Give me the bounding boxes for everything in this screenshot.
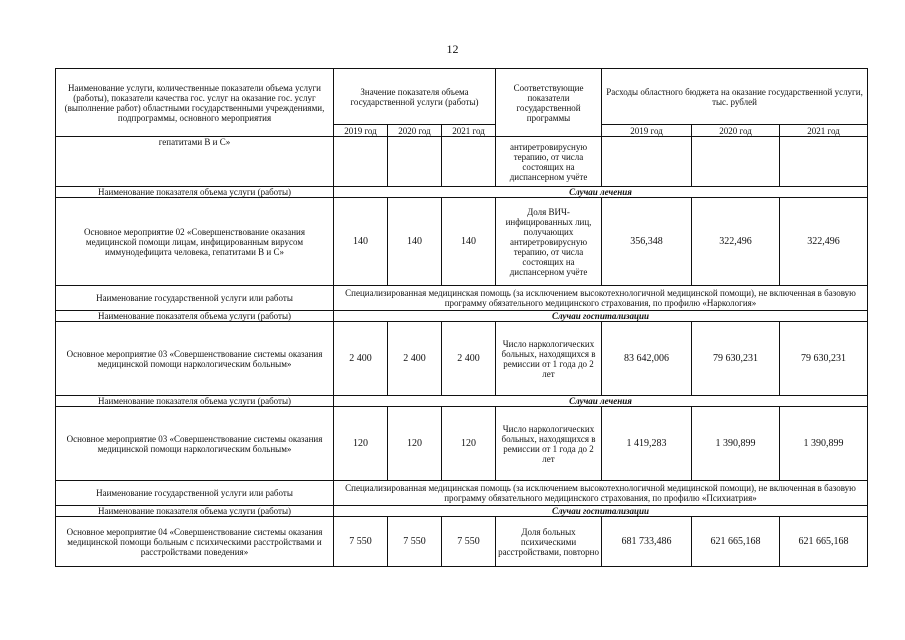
year-2019-expenses: 2019 год bbox=[602, 125, 692, 137]
indicator-text: антиретровирусную терапию, от числа состоящих на диспансерном учёте bbox=[496, 137, 602, 187]
volume-indicator-label: Наименование показателя объема услуги (работы) bbox=[56, 506, 334, 517]
volume-2021: 120 bbox=[442, 407, 496, 481]
event-name: Основное мероприятие 03 «Совершенствование системы оказания медицинской помощи наркологическим больным» bbox=[56, 407, 334, 481]
table-row bbox=[56, 517, 868, 567]
volume-2021: 140 bbox=[442, 198, 496, 286]
expense-2019: 681 733,486 bbox=[602, 517, 692, 567]
header-indicators: Соответствующие показатели государственной программы bbox=[496, 69, 602, 137]
header-volume: Значение показателя объема государственной услуги (работы) bbox=[334, 69, 496, 125]
event-name: Основное мероприятие 04 «Совершенствование системы оказания медицинской помощи больным с психическими расстройствами и расстройствами поведения» bbox=[56, 517, 334, 567]
service-name-value: Специализированная медицинская помощь (за исключением высокотехнологичной медицинской помощи), не включенная в базовую программу обязательного медицинского страхования, по профилю «Наркология» bbox=[334, 286, 868, 311]
volume-indicator-value: Случаи лечения bbox=[334, 187, 868, 198]
year-2021-volume: 2021 год bbox=[442, 125, 496, 137]
header-service-name: Наименование услуги, количественные показатели объема услуги (работы), показатели качества гос. услуг на оказание гос. услуг (выполнение работ) областными государственными учреждениями, подпрограммы, основного мероприятия bbox=[56, 69, 334, 137]
volume-indicator-label: Наименование показателя объема услуги (работы) bbox=[56, 311, 334, 322]
page-number: 12 bbox=[446, 42, 459, 56]
expense-2020: 621 665,168 bbox=[692, 517, 780, 567]
table-row bbox=[56, 137, 868, 187]
expense-2020: 322,496 bbox=[692, 198, 780, 286]
table-row bbox=[56, 322, 868, 396]
header-expenses: Расходы областного бюджета на оказание государственной услуги, тыс. рублей bbox=[602, 69, 868, 125]
expense-2019: 1 419,283 bbox=[602, 407, 692, 481]
expense-2020 bbox=[692, 137, 780, 187]
indicator-text: Доля больных психическими расстройствами, повторно bbox=[496, 517, 602, 567]
table-row bbox=[56, 187, 868, 198]
volume-2020: 2 400 bbox=[388, 322, 442, 396]
volume-2019: 120 bbox=[334, 407, 388, 481]
service-name-label: Наименование государственной услуги или работы bbox=[56, 286, 334, 311]
volume-2020 bbox=[388, 137, 442, 187]
volume-indicator-value: Случаи лечения bbox=[334, 396, 868, 407]
volume-2019: 2 400 bbox=[334, 322, 388, 396]
volume-2021: 7 550 bbox=[442, 517, 496, 567]
table-row bbox=[56, 396, 868, 407]
year-2020-volume: 2020 год bbox=[388, 125, 442, 137]
expense-2020: 79 630,231 bbox=[692, 322, 780, 396]
volume-2019 bbox=[334, 137, 388, 187]
budget-table bbox=[55, 68, 868, 567]
volume-2020: 140 bbox=[388, 198, 442, 286]
expense-2021 bbox=[780, 137, 868, 187]
year-2020-expenses: 2020 год bbox=[692, 125, 780, 137]
expense-2021: 322,496 bbox=[780, 198, 868, 286]
event-name: Основное мероприятие 03 «Совершенствование системы оказания медицинской помощи наркологическим больным» bbox=[56, 322, 334, 396]
expense-2019: 356,348 bbox=[602, 198, 692, 286]
expense-2020: 1 390,899 bbox=[692, 407, 780, 481]
table-row bbox=[56, 506, 868, 517]
service-name-value: Специализированная медицинская помощь (за исключением высокотехнологичной медицинской помощи), не включенная в базовую программу обязательного медицинского страхования, по профилю «Психиатрия» bbox=[334, 481, 868, 506]
table-row bbox=[56, 481, 868, 506]
year-2019-volume: 2019 год bbox=[334, 125, 388, 137]
volume-2019: 140 bbox=[334, 198, 388, 286]
table-row bbox=[56, 407, 868, 481]
volume-indicator-value: Случаи госпитализации bbox=[334, 506, 868, 517]
expense-2019: 83 642,006 bbox=[602, 322, 692, 396]
volume-2020: 120 bbox=[388, 407, 442, 481]
volume-2020: 7 550 bbox=[388, 517, 442, 567]
expense-2021: 621 665,168 bbox=[780, 517, 868, 567]
event-name: Основное мероприятие 02 «Совершенствование оказания медицинской помощи лицам, инфицированным вирусом иммунодефицита человека, гепатитами В и С» bbox=[56, 198, 334, 286]
table-row bbox=[56, 311, 868, 322]
volume-2021 bbox=[442, 137, 496, 187]
volume-2021: 2 400 bbox=[442, 322, 496, 396]
indicator-text: Число наркологических больных, находящихся в ремиссии от 1 года до 2 лет bbox=[496, 407, 602, 481]
volume-indicator-label: Наименование показателя объема услуги (работы) bbox=[56, 396, 334, 407]
volume-2019: 7 550 bbox=[334, 517, 388, 567]
year-2021-expenses: 2021 год bbox=[780, 125, 868, 137]
expense-2021: 1 390,899 bbox=[780, 407, 868, 481]
expense-2019 bbox=[602, 137, 692, 187]
indicator-text: Доля ВИЧ-инфицированных лиц, получающих антиретровирусную терапию, от числа состоящих на диспансерном учёте bbox=[496, 198, 602, 286]
indicator-text: Число наркологических больных, находящихся в ремиссии от 1 года до 2 лет bbox=[496, 322, 602, 396]
expense-2021: 79 630,231 bbox=[780, 322, 868, 396]
event-name: гепатитами В и С» bbox=[56, 137, 334, 187]
volume-indicator-label: Наименование показателя объема услуги (работы) bbox=[56, 187, 334, 198]
service-name-label: Наименование государственной услуги или работы bbox=[56, 481, 334, 506]
table-row bbox=[56, 198, 868, 286]
table-row bbox=[56, 286, 868, 311]
volume-indicator-value: Случаи госпитализации bbox=[334, 311, 868, 322]
header-row bbox=[56, 69, 868, 125]
